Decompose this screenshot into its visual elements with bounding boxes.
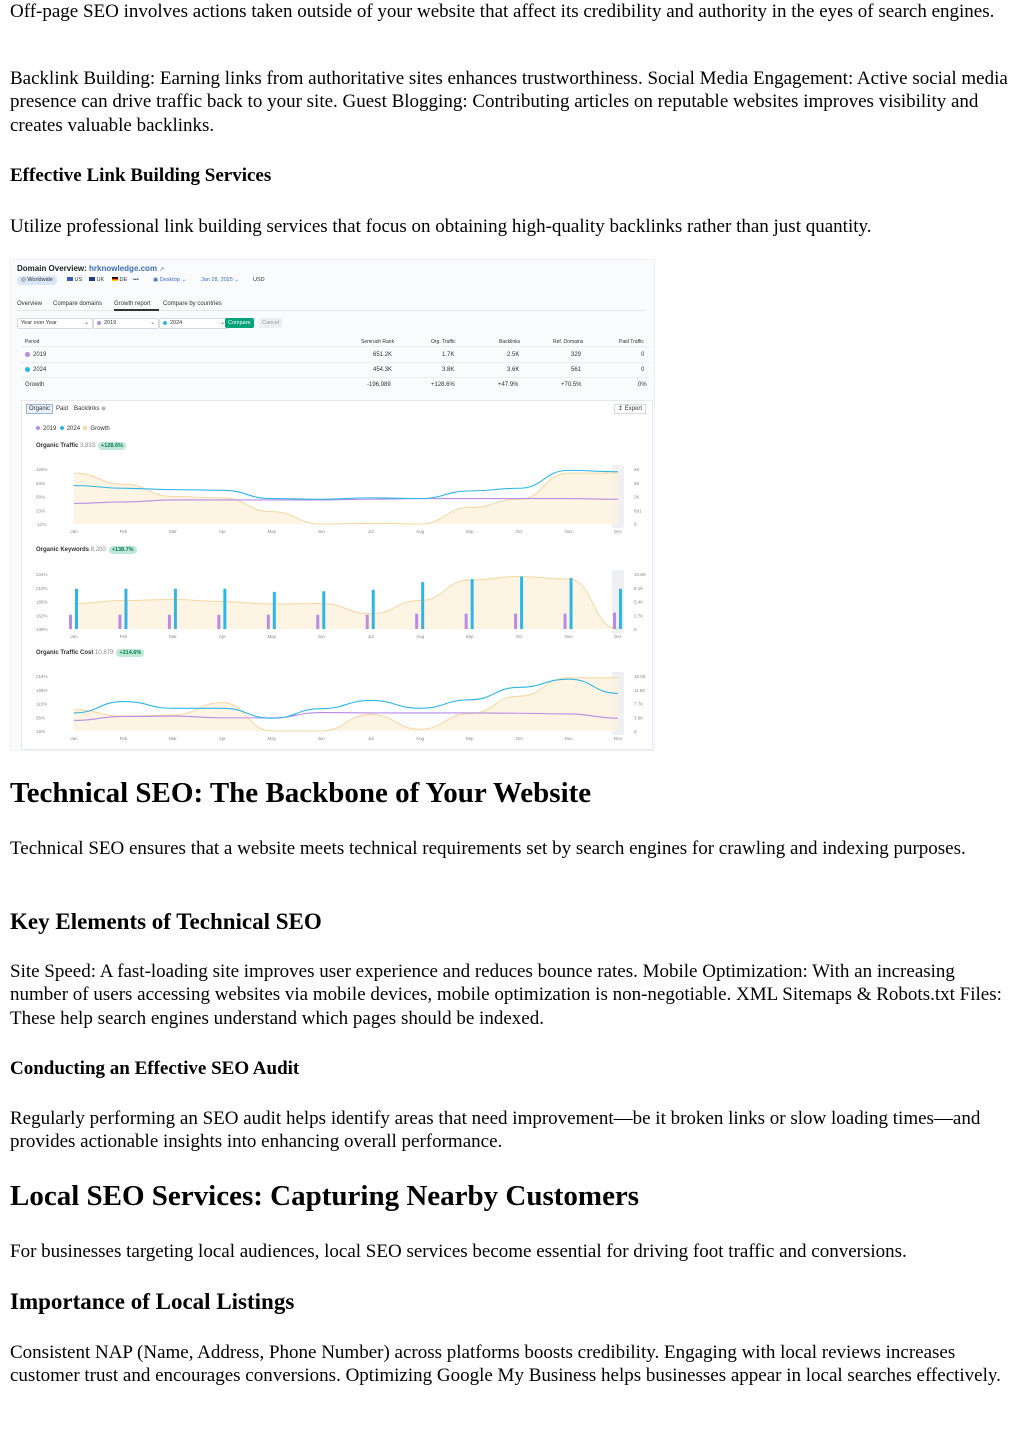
y-tick-label: 115%	[36, 701, 48, 707]
x-tick-label: Apr	[218, 634, 226, 639]
y-tick-label: 210%	[36, 585, 48, 591]
chevron-down-icon: ⌄	[84, 320, 89, 326]
charts-card	[21, 400, 653, 750]
bar-2024	[174, 589, 177, 629]
currency-label: USD	[253, 277, 265, 283]
tab-paid[interactable]: Paid	[56, 406, 69, 412]
x-tick-label: May	[267, 634, 277, 639]
tab-backlinks-label: Backlinks	[74, 406, 100, 412]
x-tick-label: Mar	[169, 634, 177, 639]
col-header-ref-domains: Ref. Domains	[553, 339, 584, 345]
bar-2019	[366, 615, 369, 629]
x-tick-label: Oct	[515, 736, 523, 741]
row-paid: 0	[641, 352, 645, 358]
us-chip[interactable]	[63, 276, 86, 285]
x-tick-label: Mar	[169, 736, 177, 741]
device-dropdown[interactable]	[149, 276, 190, 285]
table-divider	[21, 362, 649, 363]
y-tick-label: 0	[634, 729, 637, 734]
tab-compare-by-countries[interactable]: Compare by countries	[163, 301, 222, 307]
row-traffic: +128.6%	[431, 382, 455, 388]
chart-title-text: Organic Traffic Cost	[36, 650, 94, 656]
legend-2019: 2019	[43, 426, 57, 432]
chevron-down-icon: ⌄	[220, 320, 225, 326]
heading-link-building: Effective Link Building Services	[10, 165, 272, 186]
y-tick-label: 15.5K	[634, 674, 646, 679]
bar-2019	[267, 615, 270, 629]
device-label: Desktop	[159, 277, 180, 283]
date-dropdown[interactable]	[197, 276, 243, 285]
y-tick-label: 2.7K	[634, 613, 644, 619]
year-a-value: 2019	[104, 320, 117, 326]
x-tick-label: Feb	[119, 529, 128, 534]
y-tick-label: 10.8K	[634, 572, 646, 577]
y-tick-label: 15%	[36, 729, 46, 734]
tab-growth-report[interactable]: Growth report	[114, 301, 151, 307]
y-tick-label: 234%	[36, 572, 48, 577]
x-tick-label: Dec	[613, 634, 623, 639]
year-a-select[interactable]	[93, 318, 159, 329]
row-rank: 651.2K	[373, 352, 393, 358]
y-tick-label: 891	[634, 508, 642, 514]
heading-seo-audit: Conducting an Effective SEO Audit	[10, 1058, 300, 1079]
desktop-icon: ▣	[153, 277, 159, 283]
tab-overview[interactable]: Overview	[17, 301, 43, 307]
tab-organic[interactable]: Organic	[26, 404, 53, 414]
export-label: Export	[624, 406, 643, 412]
y-tick-label: 5.4K	[634, 599, 644, 605]
year-b-dot	[163, 321, 167, 325]
us-label: US	[74, 277, 83, 283]
row-period-label: 2024	[33, 367, 47, 373]
heading-local-listings: Importance of Local Listings	[10, 1289, 295, 1314]
x-tick-label: Sep	[465, 634, 474, 639]
x-tick-label: Aug	[416, 736, 425, 741]
row-period-label: 2019	[33, 352, 47, 358]
cancel-button[interactable]: Cancel	[259, 318, 282, 328]
date-label: Jan 28, 2025	[201, 277, 233, 283]
x-tick-label: Nov	[564, 529, 573, 534]
row-period: Growth	[25, 382, 45, 388]
upload-icon: ↥	[618, 406, 624, 412]
chevron-down-icon: ⌄	[181, 277, 187, 283]
heading-local-seo: Local SEO Services: Capturing Nearby Customers	[10, 1180, 640, 1212]
bar-2019	[465, 614, 468, 629]
active-tab-indicator	[114, 309, 159, 311]
offpage-list-paragraph: Backlink Building: Earning links from authoritative sites enhances trustworthiness. Social Media Engagement: Active social media presence can drive traffic back to your site. Guest Blogging: Contributing articles on reputable websites improves visibility and creates valuable backlinks.	[10, 68, 1008, 136]
uk-flag-icon	[89, 277, 95, 281]
row-ref: 329	[571, 352, 582, 358]
x-tick-label: Jul	[367, 736, 374, 741]
worldwide-chip[interactable]	[17, 276, 57, 285]
x-tick-label: Nov	[564, 634, 573, 639]
x-tick-label: May	[267, 529, 277, 534]
bar-2024	[223, 589, 226, 629]
y-tick-label: 3K	[634, 480, 640, 486]
row-paid: 0%	[638, 382, 647, 388]
offpage-intro: Off-page SEO involves actions taken outside of your website that affect its credibility and authority in the eyes of search engines.	[10, 1, 995, 22]
domain-link[interactable]: hrknowledge.com	[89, 264, 158, 273]
bar-2024	[471, 579, 474, 629]
heading-technical-seo: Technical SEO: The Backbone of Your Website	[10, 777, 592, 809]
y-tick-label: 8.1K	[634, 585, 644, 591]
chart-total: 8,200	[90, 547, 106, 553]
de-chip[interactable]	[108, 276, 131, 285]
y-tick-label: 58%	[36, 494, 46, 500]
x-tick-label: Jun	[317, 634, 325, 639]
compare-button[interactable]: Compare	[225, 318, 254, 328]
col-header-backlinks: Backlinks	[499, 339, 521, 345]
link-building-paragraph: Utilize professional link building services that focus on obtaining high-quality backlinks rather than just quantity.	[10, 216, 872, 237]
x-tick-label: Apr	[218, 736, 226, 741]
bar-2019	[168, 615, 171, 629]
x-tick-label: Jul	[367, 529, 374, 534]
tabs-divider	[17, 310, 646, 311]
chevron-down-icon: ⌄	[150, 320, 155, 326]
bar-2024	[322, 591, 325, 629]
x-tick-label: Aug	[416, 634, 425, 639]
bar-2024	[619, 589, 622, 629]
row-period	[25, 366, 46, 374]
year-b-select[interactable]	[159, 318, 229, 329]
technical-seo-intro: Technical SEO ensures that a website meets technical requirements set by search engines for crawling and indexing purposes.	[10, 838, 966, 859]
x-tick-label: Dec	[613, 529, 623, 534]
bar-2019	[415, 614, 418, 629]
key-elements-paragraph: Site Speed: A fast-loading site improves user experience and reduces bounce rates. Mobile Optimization: With an increasing number of users accessing websites via mobile devices, mobile optimization is non-negotiable. XML Sitemaps & Robots.txt Files: These help search engines understand which pages should be indexed.	[10, 961, 1002, 1029]
x-tick-label: Sep	[465, 736, 474, 741]
x-tick-label: Jan	[70, 736, 78, 741]
row-rank: -196,989	[367, 382, 391, 388]
x-tick-label: Jan	[70, 634, 78, 639]
x-tick-label: Sep	[465, 529, 474, 534]
row-backlinks: 2.5K	[507, 352, 520, 358]
y-tick-label: 7.7K	[634, 701, 644, 707]
y-tick-label: 0	[634, 522, 637, 527]
x-tick-label: Feb	[119, 736, 128, 741]
y-tick-label: 0	[634, 627, 637, 632]
legend-2024: 2024	[66, 426, 81, 432]
y-tick-label: 93%	[36, 480, 46, 486]
heading-key-elements: Key Elements of Technical SEO	[10, 909, 322, 934]
bar-2019	[564, 614, 567, 629]
x-tick-label: Dec	[613, 736, 623, 741]
y-tick-label: 65%	[36, 715, 46, 721]
x-tick-label: Jun	[317, 736, 325, 741]
year-2019-dot	[25, 352, 30, 357]
x-tick-label: Oct	[515, 529, 523, 534]
y-tick-label: 215%	[36, 674, 48, 679]
us-flag-icon	[67, 277, 73, 281]
y-tick-label: 4K	[634, 467, 640, 472]
more-countries-button[interactable]: •••	[133, 277, 139, 283]
bar-2024	[273, 592, 276, 629]
x-tick-label: Apr	[218, 529, 226, 534]
growth-area	[74, 577, 618, 629]
y-tick-label: 3.9K	[634, 715, 644, 721]
local-seo-intro: For businesses targeting local audiences, local SEO services become essential for driving foot traffic and conversions.	[10, 1241, 907, 1262]
x-tick-label: May	[267, 736, 277, 741]
col-header-period: Period	[25, 339, 40, 345]
chart-title-text: Organic Keywords	[36, 547, 90, 553]
local-listings-paragraph: Consistent NAP (Name, Address, Phone Number) across platforms boosts credibility. Engaging with local reviews increases customer trust and encourages conversions. Optimizing Google My Business helps businesses appear in local searches effectively.	[10, 1342, 1001, 1387]
col-header-rank: Semrush Rank	[361, 339, 395, 345]
x-tick-label: Jun	[317, 529, 325, 534]
change-badge: +138.7%	[109, 546, 137, 554]
x-tick-label: Oct	[515, 634, 523, 639]
change-badge: +214.6%	[116, 649, 144, 657]
growth-charts	[22, 401, 652, 749]
x-tick-label: Jan	[70, 529, 78, 534]
year-2024-dot	[25, 367, 30, 372]
col-header-paid-traffic: Paid Traffic	[619, 339, 644, 345]
row-backlinks: +47.9%	[498, 382, 519, 388]
y-tick-label: 186%	[36, 599, 48, 605]
de-label: DE	[119, 277, 128, 283]
de-flag-icon	[112, 277, 118, 281]
uk-chip[interactable]	[85, 276, 108, 285]
x-tick-label: Mar	[169, 529, 177, 534]
bar-2019	[217, 615, 220, 629]
y-tick-label: 23%	[36, 508, 46, 514]
x-tick-label: Nov	[564, 736, 573, 741]
x-tick-label: Feb	[119, 634, 128, 639]
compare-mode-select[interactable]	[17, 318, 93, 329]
bar-2019	[613, 613, 616, 629]
bar-2024	[421, 582, 424, 629]
row-paid: 0	[641, 367, 645, 373]
seo-audit-paragraph: Regularly performing an SEO audit helps identify areas that need improvement—be it broken links or slow loading times—and provides actionable insights into enhancing overall performance.	[10, 1108, 981, 1153]
worldwide-label: Worldwide	[27, 277, 53, 283]
chart-total: 10,879	[95, 650, 114, 656]
bar-2024	[372, 590, 375, 629]
row-ref: 561	[571, 367, 582, 373]
lock-icon: ◉	[101, 406, 107, 412]
globe-icon: ◎	[21, 277, 26, 283]
row-rank: 454.3K	[373, 367, 393, 373]
x-tick-label: Aug	[416, 529, 425, 534]
bar-2024	[520, 577, 523, 629]
table-divider	[21, 346, 649, 347]
legend-growth: Growth	[90, 426, 110, 432]
bar-2019	[514, 614, 517, 629]
change-badge: +128.6%	[98, 442, 126, 450]
compare-mode-value: Year over Year	[21, 320, 57, 326]
tab-compare-domains[interactable]: Compare domains	[53, 301, 103, 307]
bar-2019	[118, 615, 121, 629]
year-a-dot	[97, 321, 101, 325]
y-tick-label: 165%	[36, 687, 48, 693]
bar-2024	[570, 578, 573, 629]
y-tick-label: 162%	[36, 613, 48, 619]
y-tick-label: -12%	[36, 522, 47, 527]
bar-2019	[69, 615, 72, 629]
row-backlinks: 3.6K	[507, 367, 520, 373]
y-tick-label: 128%	[36, 467, 48, 472]
y-tick-label: 139%	[36, 627, 48, 632]
row-traffic: 3.8K	[442, 367, 455, 373]
table-divider	[21, 377, 649, 378]
bar-2024	[124, 589, 127, 629]
bar-2024	[75, 589, 78, 629]
y-tick-label: 2K	[634, 494, 640, 500]
external-link-icon: ↗	[159, 267, 165, 273]
bar-2019	[316, 615, 319, 629]
row-period	[25, 351, 46, 359]
domain-overview-title	[17, 264, 164, 273]
semrush-screenshot	[10, 259, 655, 751]
uk-label: UK	[96, 277, 105, 283]
chart-title-text: Organic Traffic	[36, 443, 79, 449]
col-header-traffic: Org. Traffic	[431, 339, 456, 345]
row-ref: +70.5%	[561, 382, 582, 388]
x-tick-label: Jul	[367, 634, 374, 639]
row-traffic: 1.7K	[442, 352, 455, 358]
chart-total: 3,833	[80, 443, 96, 449]
chevron-down-icon: ⌄	[234, 277, 239, 283]
y-tick-label: 11.6K	[634, 687, 646, 693]
domain-overview-label: Domain Overview:	[17, 264, 87, 273]
year-b-value: 2024	[170, 320, 183, 326]
